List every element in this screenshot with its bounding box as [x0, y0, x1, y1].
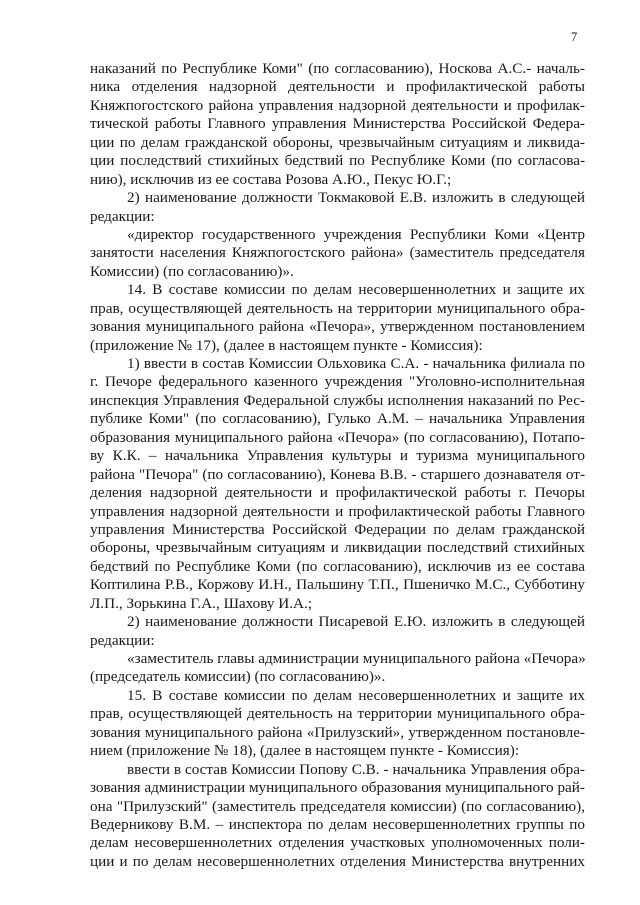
text-line: редакции:	[90, 631, 155, 649]
text-line: нию), исключив из ее состава Розова А.Ю., Пекус Ю.Г.;	[90, 170, 452, 188]
text-line: Ведерникову В.М. – инспектора по делам несовершеннолетних группы по	[90, 815, 585, 833]
text-line: публике Коми" (по согласованию), Гулько А.М. – начальника Управления	[90, 410, 585, 428]
text-line: (председатель комиссии) (по согласованию)».	[90, 668, 386, 686]
text-line: «директор государственного учреждения Республики Коми «Центр	[127, 225, 585, 243]
text-line: наказаний по Республике Коми" (по согласованию), Носкова А.С.- началь-	[90, 60, 585, 77]
text-line: ции последствий стихийных бедствий по Республике Коми (по согласова-	[90, 152, 585, 170]
text-line: 15. В составе комиссии по делам несовершеннолетних и защите их	[127, 686, 585, 704]
text-line: г. Печоре федерального казенного учреждения "Уголовно-исполнительная	[90, 373, 585, 391]
text-line: зования администрации муниципального образования муниципального рай-	[90, 779, 585, 797]
text-line: инспекция Управления Федеральной службы исполнения наказаний по Рес-	[90, 391, 585, 409]
text-line: района "Печора" (по согласованию), Конева В.В. - старшего дознавателя от-	[90, 465, 585, 483]
text-line: занятости населения Княжпогостского района» (заместитель председателя	[90, 244, 585, 262]
text-line: зования муниципального района «Прилузский», утвержденном постановле-	[90, 723, 585, 741]
text-line: зования муниципального района «Печора», утвержденном постановлением	[90, 318, 585, 336]
text-line: Княжпогостского района управления надзорной деятельности и профилак-	[90, 96, 585, 114]
text-line: образования муниципального района «Печора» (по согласованию), Потапо-	[90, 428, 585, 446]
text-line: Коптилина Р.В., Коржову И.Н., Пальшину Т.П., Пшеничко М.С., Субботину	[90, 576, 585, 594]
text-line: ву К.К. – начальника Управления культуры и туризма муниципального	[90, 447, 585, 465]
text-line: ника отделения надзорной деятельности и профилактической работы	[90, 78, 585, 96]
text-line: Комиссии) (по согласованию)».	[90, 262, 294, 280]
text-line: «заместитель главы администрации муниципального района «Печора»	[127, 650, 586, 667]
text-line: нием (приложение № 18), (далее в настоящем пункте - Комиссия):	[90, 742, 520, 760]
text-line: она "Прилузский" (заместитель председателя комиссии) (по согласованию),	[90, 797, 585, 815]
text-line: прав, осуществляющей деятельность на территории муниципального обра-	[90, 705, 585, 723]
text-line: ции и по делам несовершеннолетних отделения Министерства внутренних	[90, 852, 585, 870]
text-line: 1) ввести в состав Комиссии Ольховика С.А. - начальника филиала по	[127, 355, 585, 372]
text-line: тической работы Главного управления Министерства Российской Федера-	[90, 115, 585, 133]
text-line: ции по делам гражданской обороны, чрезвычайным ситуациям и ликвида-	[90, 133, 585, 151]
text-line: деления надзорной деятельности и профилактической работы г. Печоры	[90, 484, 585, 502]
document-body	[90, 60, 585, 871]
page-number: 7	[571, 30, 578, 44]
text-line: обороны, чрезвычайным ситуациям и ликвидации последствий стихийных	[90, 539, 585, 557]
text-line: 2) наименование должности Писаревой Е.Ю. изложить в следующей	[127, 613, 585, 631]
text-line: (приложение № 17), (далее в настоящем пункте - Комиссия):	[90, 336, 483, 354]
text-line: делам несовершеннолетних отделения участковых уполномоченных поли-	[90, 834, 585, 852]
text-line: прав, осуществляющей деятельность на территории муниципального обра-	[90, 299, 585, 317]
text-line: управления надзорной деятельности и профилактической работы Главного	[90, 502, 585, 520]
text-line: редакции:	[90, 207, 155, 225]
text-line: Л.П., Зорькина Г.А., Шахову И.А.;	[90, 594, 313, 612]
text-line: 2) наименование должности Токмаковой Е.В. изложить в следующей	[127, 189, 585, 207]
text-line: 14. В составе комиссии по делам несовершеннолетних и защите их	[127, 281, 585, 299]
text-line: ввести в состав Комиссии Попову С.В. - начальника Управления обра-	[127, 760, 585, 778]
text-line: бедствий по Республике Коми (по согласованию), исключив из ее состава	[90, 557, 585, 575]
text-line: управления Министерства Российской Федерации по делам гражданской	[90, 520, 585, 538]
